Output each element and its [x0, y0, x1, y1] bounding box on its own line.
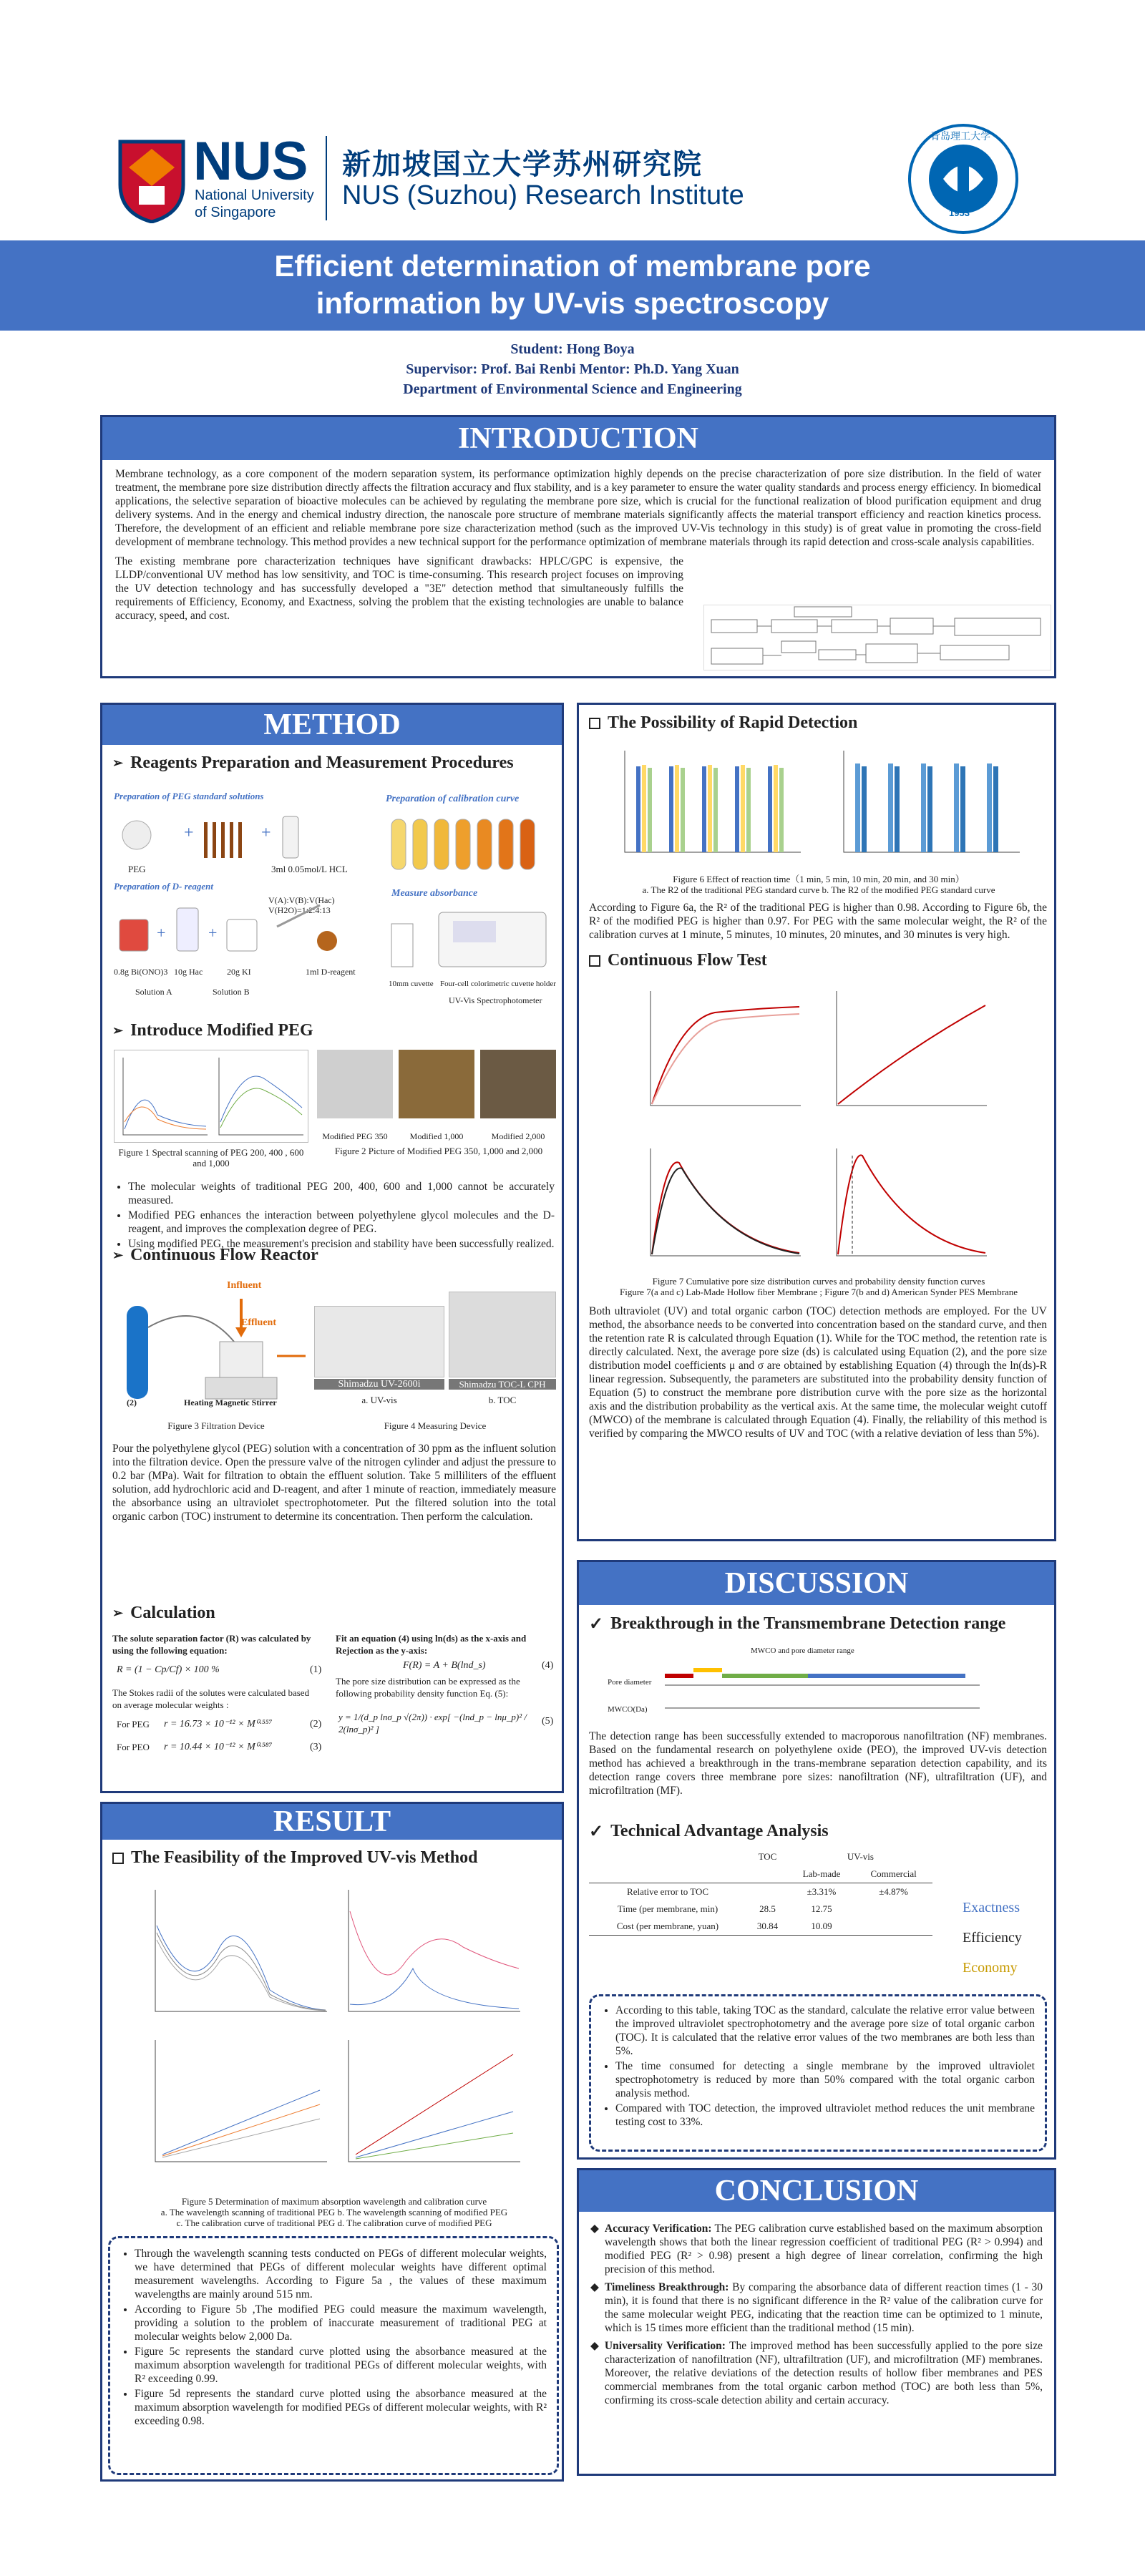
ratio-line1: V(A):V(B):V(Hac): [268, 895, 335, 905]
conclusion-panel: [577, 2168, 1056, 2476]
checkbox-icon: [589, 955, 600, 967]
solution-a-label: Solution A: [135, 987, 172, 997]
svg-text:+: +: [157, 924, 166, 942]
range-title: MWCO and pore diameter range: [751, 1646, 854, 1655]
svg-text:+: +: [208, 924, 218, 942]
col-toc: TOC: [758, 1851, 777, 1862]
diamond-icon: ◆: [590, 2281, 599, 2293]
dreagent-bottles-icon: [112, 898, 370, 962]
checkbox-icon: [589, 718, 600, 729]
peg-materials-icon: [112, 804, 370, 889]
uv2600-photo: [314, 1306, 444, 1377]
conclusion-heading: CONCLUSION: [579, 2170, 1054, 2212]
toc-photo: [449, 1292, 556, 1377]
title-line1: Efficient determination of membrane pore: [274, 249, 871, 283]
exactness-label: Exactness: [963, 1900, 1020, 1916]
fig3-caption: Figure 3 Filtration Device: [167, 1420, 265, 1431]
list-item: • Modified PEG enhances the interaction between polyethylene glycol molecules and the D-reagent, and improves the complexation degree of PEG.: [128, 1209, 555, 1236]
method-panel: [100, 703, 564, 1793]
fig1-spectra-chart: [114, 1050, 308, 1143]
result-bullets-box: [108, 2236, 559, 2475]
eq3-number: (3): [310, 1742, 322, 1752]
uv-spec-label: UV-Vis Spectrophotometer: [449, 995, 542, 1005]
efficiency-label: Efficiency: [963, 1930, 1022, 1946]
student-name: Student: Hong Boya: [510, 341, 635, 357]
dreagent-label: Preparation of D- reagent: [114, 881, 214, 892]
list-item: • According to Figure 5b ,The modified PEG could measure the maximum wavelength, providing a solution to the problem of inaccurate measurement of traditional PEG at molecular weights below 2,000 Da.: [135, 2303, 547, 2343]
eq2-label: For PEG: [117, 1719, 150, 1729]
ratio-line2: V(H2O)=1:2:4:13: [268, 905, 331, 915]
conclusion-item: ◆ Timeliness Breakthrough: By comparing the absorbance data of different reaction times (1 - 30 min), it is found that there is no significant difference in the R² value of the calibration curve for the same molecular weight PEG, indicating that the reaction time can be optimized to 1 minute, which is 15 times more efficient than the traditional method (15 min).: [590, 2281, 1043, 2334]
rapid-title: The Possibility of Rapid Detection: [589, 713, 1054, 733]
reagents-diagram: [112, 791, 556, 1027]
diamond-icon: ◆: [590, 2223, 599, 2235]
introduction-heading: INTRODUCTION: [102, 417, 1054, 460]
a-uv-label: a. UV-vis: [361, 1395, 397, 1405]
ki-label: 20g KI: [227, 967, 251, 977]
list-item: • Through the wavelength scanning tests conducted on PEGs of different molecular weights, we have determined that PEGs of different molecular weights have different optimal measurement wavelengths. According to Figure 5a , the values of these maximum wavelengths are mainly around 515 nm.: [135, 2247, 547, 2301]
mpeg1000-label: Modified 1,000: [409, 1131, 464, 1141]
breakthrough-title: ✓ Breakthrough in the Transmembrane Detection range: [589, 1614, 1006, 1634]
conclusion-item: ◆ Universality Verification: The improved method has been successfully applied to the pore size characterization of nanofiltration (NF), ultrafiltration (UF), and microfiltration (MF) membranes. Moreover, the relative deviations of the detection results of hollow fiber membranes and PES commercial membranes from the total organic carbon method (TOC) are both less than 5%, confirming its cross-scale detection ability and certain accuracy.: [590, 2340, 1043, 2406]
fig6-caption: Figure 6 Effect of reaction time（1 min, 5 min, 10 min, 20 min, and 30 min）: [673, 874, 965, 884]
result-heading: RESULT: [102, 1804, 562, 1840]
nus-name-line2: of Singapore: [195, 205, 276, 220]
flow-text: Both ultraviolet (UV) and total organic carbon (TOC) detection methods are employed. For the UV method, the absorbance needs to be converted into concentration based on the standard curve, and then the retention rate R is calculated through Equation (1). While for the TOC method, the retention rate is directly calculated. Next, the average pore size (ds) is calculated using Equation (2), and the pore size distribution model coefficients μ and σ are obtained by establishing Equation (4) through the ln(ds)-R linear regression. Subsequently, the parameters are substituted into the probability density function of Equation (5) to construct the membrane pore distribution curve with the pore size as the horizontal axis and the distribution probability as the vertical axis. At the same time, the molecular weight cutoff (MWCO) of the membrane is calculated through Equation (4). Finally, the reliability of this method is verified by comparing the MWCO results of UV and TOC (with a relative deviation of less than 5%).: [589, 1305, 1047, 1440]
list-item: • The time consumed for detecting a single membrane by the improved ultraviolet spectrophotometry is reduced by more than 50% compared with the total organic carbon analysis method.: [615, 2059, 1035, 2100]
list-item: • According to this table, taking TOC as the standard, calculate the relative error value between the improved ultraviolet spectrophotometry and the average pore size of total organic carbon (TOC). It is calculated that the relative error values of the two membranes are both less than 5%.: [615, 2004, 1035, 2058]
svg-text:+: +: [261, 824, 271, 842]
eq3: r = 10.44 × 10⁻¹² × M⁰·⁵⁸⁷: [164, 1742, 273, 1752]
discussion-heading: DISCUSSION: [579, 1562, 1054, 1605]
eq5: y = 1/(d_p lnσ_p √(2π)) · exp[ −(lnd_p − lnμ_p)² / 2(lnσ_p)² ]: [338, 1712, 527, 1735]
institute-cn: 新加坡国立大学苏州研究院: [342, 148, 703, 181]
nus-abbr: NUS: [193, 131, 308, 192]
institute-en: NUS (Suzhou) Research Institute: [342, 180, 744, 210]
supervisors: Supervisor: Prof. Bai Renbi Mentor: Ph.D. Yang Xuan: [406, 361, 739, 377]
uv2600-label: Shimadzu UV-2600i: [314, 1379, 444, 1390]
measure-abs-label: Measure absorbance: [391, 888, 478, 899]
calc-r-text: The solute separation factor (R) was calculated by using the following equation:: [112, 1633, 311, 1656]
nus-name-line1: National University: [195, 187, 314, 203]
n2-label: (2): [127, 1397, 137, 1407]
intro-para1: Membrane technology, as a core component of the modern separation system, its performance optimization highly depends on the precise characterization of pore size distribution. In the field of water treatment, the membrane pore size distribution directly affects the filtration accuracy and flux stability, and is a key parameter to ensure the water quality standards and process energy efficiency. In biomedical applications, the selective separation of bioactive molecules can be achieved by regulating the membrane pore size, which is crucial for the functional realization of blood purification equipment and drug delivery systems. And in the energy and chemical industry direction, the nanoscale pore structure of membrane materials significantly affects the material transport efficiency and reaction kinetics process. Therefore, the development of an efficient and reliable membrane pore size characterization method (such as the improved UV-Vis technology in this study) is of great value in promoting the cross-field development of membrane technology. This method provides a new technical support for the performance optimization of membrane materials through its rapid detection and cross-scale analysis capabilities.: [115, 468, 1041, 548]
result-panel: [100, 1802, 564, 2482]
svg-text:+: +: [184, 824, 194, 842]
calc-title: ➢ Calculation: [112, 1604, 215, 1622]
discussion-bullets-box: [589, 1994, 1047, 2152]
effluent-label: Effluent: [241, 1317, 276, 1328]
check-icon: ✓: [589, 1615, 604, 1634]
range-diagram: [608, 1646, 1037, 1725]
eq3-label: For PEO: [117, 1742, 150, 1752]
fig5-sub-b: c. The calibration curve of traditional PEG d. The calibration curve of modified PEG: [176, 2218, 492, 2228]
fig7-subcaption: Figure 7(a and c) Lab-Made Hollow fiber Membrane ; Figure 7(b and d) American Synder PES Membrane: [620, 1287, 1018, 1297]
modified-peg-bullets: [104, 1180, 555, 1252]
eq5-number: (5): [542, 1716, 554, 1727]
mwco-label: MWCO(Da): [608, 1705, 648, 1714]
fit-text: Fit an equation (4) using ln(ds) as the x-axis and Rejection as the y-axis:: [336, 1633, 527, 1656]
intro-flow-diagram: [703, 605, 1051, 670]
modified-peg-title: ➢ Introduce Modified PEG: [112, 1021, 313, 1040]
cuvette-label: 10mm cuvette: [389, 980, 434, 988]
influent-label: Influent: [227, 1280, 262, 1291]
checkbox-icon: [112, 1853, 124, 1864]
list-item: • Figure 5c represents the standard curve plotted using the absorbance measured at the maximum absorption wavelength for traditional PEGs of different molecular weights, with R² exceeding 0.99.: [135, 2345, 547, 2386]
ml-dreagent-label: 1ml D-reagent: [306, 967, 356, 977]
economy-label: Economy: [963, 1960, 1018, 1976]
hcl-label: 3ml 0.05mol/L HCL: [271, 864, 348, 874]
fig7-charts: [608, 984, 1030, 1270]
eq2-number: (2): [310, 1719, 322, 1729]
list-item: • Figure 5d represents the standard curve plotted using the absorbance measured at the maximum absorption wavelength for modified PEGs of different molecular weights, with R² exceeding 0.98.: [135, 2387, 547, 2428]
qut-name-cn: 青岛理工大学: [930, 131, 990, 142]
hac-label: 10g Hac: [174, 967, 203, 977]
fig5-sub-a: a. The wavelength scanning of traditional PEG b. The wavelength scanning of modified PEG: [160, 2207, 508, 2218]
list-item: • Using modified PEG, the measurement's precision and stability have been successfully realized.: [128, 1237, 555, 1251]
list-item: • Compared with TOC detection, the improved ultraviolet method reduces the unit membrane testing cost to 33%.: [615, 2102, 1035, 2129]
advantage-table: [589, 1848, 932, 1936]
feasibility-title: The Feasibility of the Improved UV-vis Method: [112, 1848, 562, 1868]
col-uv: UV-vis: [847, 1851, 874, 1862]
arrow-icon: ➢: [112, 756, 124, 770]
reagents-title: ➢ Reagents Preparation and Measurement Procedures: [112, 753, 514, 772]
bio-label: 0.8g Bi(ONO)3: [114, 967, 168, 977]
col-com: Commercial: [870, 1868, 917, 1879]
reactor-title: ➢ Continuous Flow Reactor: [112, 1246, 318, 1264]
eq4: F(R) = A + B(lnd_s): [403, 1660, 486, 1671]
col-lab: Lab-made: [802, 1868, 841, 1879]
eq2: r = 16.73 × 10⁻¹² × M⁰·⁵⁵⁷: [164, 1719, 273, 1729]
fig4-caption: Figure 4 Measuring Device: [384, 1420, 487, 1431]
introduction-panel: [100, 415, 1056, 678]
flow-title: Continuous Flow Test: [589, 951, 767, 970]
fig1-caption: Figure 1 Spectral scanning of PEG 200, 400 , 600 and 1,000: [118, 1147, 304, 1169]
stirrer-label: Heating Magnetic Stirrer: [184, 1397, 277, 1407]
mpeg2000-label: Modified 2,000: [491, 1131, 545, 1141]
cuvette-holder-label: Four-cell colorimetric cuvette holder: [440, 980, 556, 988]
list-item: • The molecular weights of traditional PEG 200, 400, 600 and 1,000 cannot be accurately measured.: [128, 1180, 555, 1207]
check-icon: ✓: [589, 1823, 604, 1841]
peg-std-label: Preparation of PEG standard solutions: [114, 791, 264, 801]
fig3-filtration-device: [112, 1277, 320, 1409]
diamond-icon: ◆: [590, 2340, 599, 2352]
eq1-number: (1): [310, 1664, 322, 1675]
discussion-panel: [577, 1560, 1056, 2160]
qut-year: 1953: [949, 208, 970, 218]
mpeg350-label: Modified PEG 350: [322, 1131, 388, 1141]
fig5-caption: Figure 5 Determination of maximum absorption wavelength and calibration curve: [181, 2196, 487, 2207]
table-row: Time (per membrane, min) 28.5 12.75: [617, 1903, 832, 1914]
fig6-subcaption: a. The R2 of the traditional PEG standard curve b. The R2 of the modified PEG standard curve: [642, 884, 995, 895]
conclusion-item: ◆ Accuracy Verification: The PEG calibration curve established based on the maximum absorption wavelength shows that both the linear regression coefficient of traditional PEG (R² > 0.994) and modified PEG (R² > 0.98) present a high degree of linear correlation, confirming the high precision of this method.: [590, 2223, 1043, 2275]
header-divider: [326, 136, 327, 220]
title-line2: information by UV-vis spectroscopy: [316, 286, 829, 320]
intro-para2: The existing membrane pore characterization techniques have significant drawbacks: HPLC/GPC is expensive, the LLDP/conventional UV method has low sensitivity, and TOC is time-consuming. This research project focuses on improving the UV detection technology and has successfully developed a "3E" detection method that simultaneously fulfills the requirements of Efficiency, Economy, and Exactness, solving the problem that the existing technologies are unable to balance accuracy, speed, and cost.: [115, 555, 683, 622]
fig5-charts: [134, 1883, 535, 2169]
fig2-modified-peg-photos: [317, 1050, 557, 1128]
advantage-title: ✓ Technical Advantage Analysis: [589, 1822, 829, 1841]
pore-dist-text: The pore size distribution can be expressed as the following probability density function Eq. (5):: [336, 1676, 520, 1699]
b-toc-label: b. TOC: [488, 1395, 517, 1405]
procedure-text: Pour the polyethylene glycol (PEG) solution with a concentration of 30 ppm as the influent solution into the filtration device. Open the pressure valve of the nitrogen cylinder and adjust the pressure to 0.2 bar (MPa). Wait for filtration to obtain the effluent solution. Take 5 milliliters of the effluent solution, add hydrochloric acid and D-reagent, and after 1 minute of reaction, immediately measure the absorbance using an ultraviolet spectrophotometer. Put the filtered solution into the total organic carbon (TOC) instrument to determine its concentration. Then perform the calculation.: [112, 1443, 556, 1523]
fig7-caption: Figure 7 Cumulative pore size distribution curves and probability density function curves: [652, 1276, 985, 1287]
rapid-flow-panel: [577, 703, 1056, 1541]
cal-curve-label: Preparation of calibration curve: [386, 794, 520, 804]
table-row: Cost (per membrane, yuan) 30.84 10.09: [589, 1918, 932, 1936]
spectrophotometer-icon: [389, 905, 553, 977]
rapid-text: According to Figure 6a, the R² of the traditional PEG is higher than 0.98. According to Figure 6b, the R² of the modified PEG is higher than 0.97. For PEG with the same molecular weight, the R² of the calibration curves at 1 minute, 5 minutes, 10 minutes, 20 minutes, and 30 minutes is very high.: [589, 902, 1047, 941]
stokes-text: The Stokes radii of the solutes were calculated based on average molecular weights :: [112, 1687, 310, 1710]
fig6-charts: [608, 745, 1030, 867]
eq1: R = (1 − Cp/Cf) × 100 %: [117, 1664, 220, 1675]
toc-label: Shimadzu TOC-L CPH: [449, 1379, 556, 1390]
peg-label: PEG: [128, 864, 146, 874]
nus-crest: [117, 139, 186, 223]
fig2-caption: Figure 2 Picture of Modified PEG 350, 1,000 and 2,000: [334, 1146, 543, 1156]
table-row: Relative error to TOC ±3.31% ±4.87%: [627, 1886, 908, 1897]
title-banner: [0, 240, 1145, 331]
calibration-tubes-icon: [384, 808, 549, 879]
range-text: The detection range has been successfully extended to macroporous nanofiltration (NF) membranes. Based on the fundamental research on polyethylene oxide (PEO), the improved UV-vis detection method has achieved a breakthrough in the trans-membrane separation detection capability, and its detection range covers three membrane pore sizes: nanofiltration (NF), ultrafiltration (UF), and microfiltration (MF).: [589, 1730, 1047, 1797]
department: Department of Environmental Science and Engineering: [403, 381, 742, 397]
solution-b-label: Solution B: [213, 987, 250, 997]
method-heading: METHOD: [102, 705, 562, 745]
pore-diameter-label: Pore diameter: [608, 1678, 652, 1687]
eq4-number: (4): [542, 1660, 554, 1671]
